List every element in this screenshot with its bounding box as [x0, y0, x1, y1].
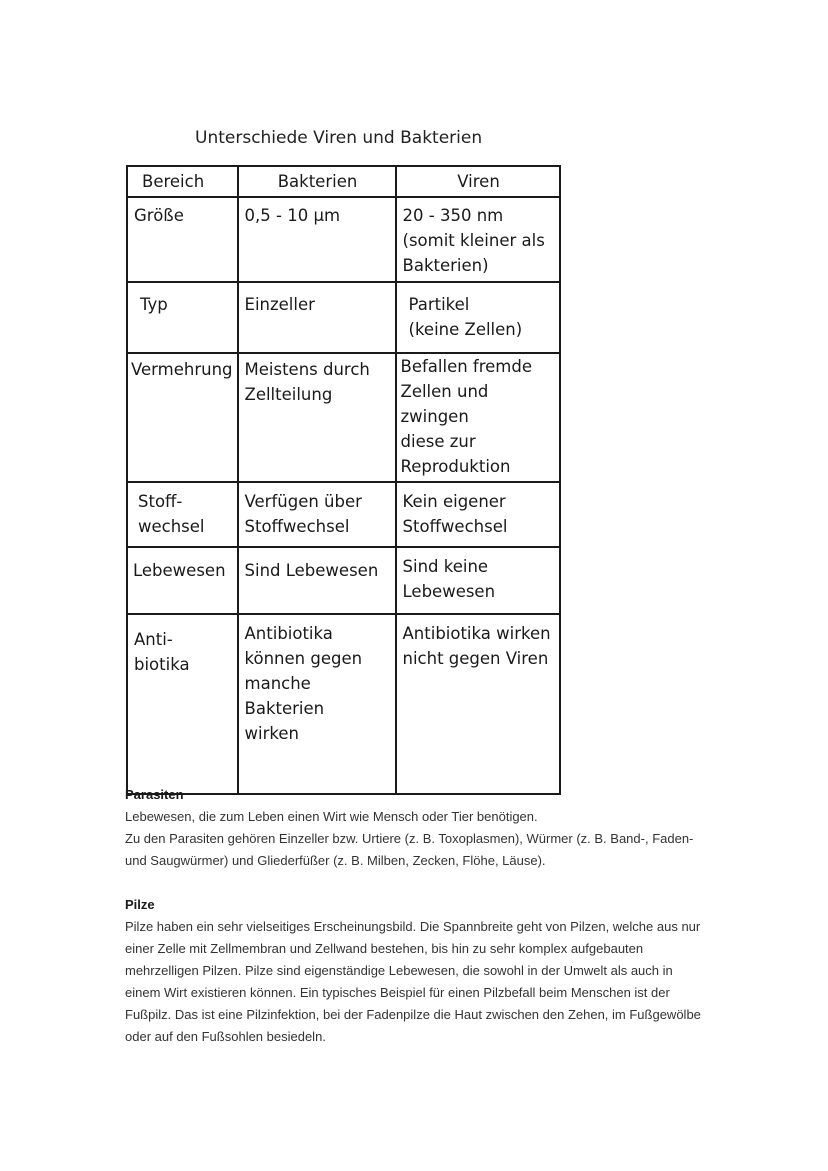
section-paragraph: Zu den Parasiten gehören Einzeller bzw. Urtiere (z. B. Toxoplasmen), Würmer (z. B. Band-, Faden- und Saugwürmer) und Gliederfüßer (z. B. Milben, Zecken, Flöhe, Läuse).	[125, 831, 694, 868]
table-cell: 0,5 - 10 µm	[238, 197, 396, 282]
header-cell-bakterien: Bakterien	[238, 166, 396, 197]
table-cell: Befallen fremde Zellen und zwingen diese zur Reproduktion	[396, 353, 560, 482]
table-cell: Anti- biotika	[127, 614, 238, 794]
table-row	[127, 197, 560, 282]
table-cell: Lebewesen	[127, 547, 238, 614]
table-cell: Kein eigener Stoffwechsel	[396, 482, 560, 547]
comparison-table	[126, 165, 561, 795]
table-cell: Größe	[127, 197, 238, 282]
table-cell: Partikel (keine Zellen)	[396, 282, 560, 353]
section-pilze	[125, 894, 705, 1048]
table-cell: Antibiotika können gegen manche Bakterien wirken	[238, 614, 396, 794]
table-row	[127, 547, 560, 614]
table-cell: 20 - 350 nm (somit kleiner als Bakterien)	[396, 197, 560, 282]
table-cell: Sind Lebewesen	[238, 547, 396, 614]
table-row	[127, 282, 560, 353]
table-cell: Stoff- wechsel	[127, 482, 238, 547]
section-paragraph: Pilze haben ein sehr vielseitiges Erscheinungsbild. Die Spannbreite geht von Pilzen, welche aus nur einer Zelle mit Zellmembran und Zellwand bestehen, bis hin zu sehr komplex aufgebauten mehrzelligen Pilzen. Pilze sind eigenständige Lebewesen, die sowohl in der Umwelt als auch in einem Wirt existieren können. Ein typisches Beispiel für einen Pilzbefall beim Menschen ist der Fußpilz. Das ist eine Pilzinfektion, bei der Fadenpilze die Haut zwischen den Zehen, im Fußgewölbe oder auf den Fußsohlen besiedeln.	[125, 919, 701, 1044]
table-cell: Verfügen über Stoffwechsel	[238, 482, 396, 547]
section-heading: Parasiten	[125, 787, 184, 802]
table-row	[127, 614, 560, 794]
table-row	[127, 482, 560, 547]
table-cell: Einzeller	[238, 282, 396, 353]
section-heading: Pilze	[125, 897, 155, 912]
header-cell-bereich: Bereich	[127, 166, 238, 197]
table-header-row	[127, 166, 560, 197]
section-paragraph: Lebewesen, die zum Leben einen Wirt wie Mensch oder Tier benötigen.	[125, 809, 538, 824]
table-cell: Sind keine Lebewesen	[396, 547, 560, 614]
table-cell: Vermehrung	[127, 353, 238, 482]
header-cell-viren: Viren	[396, 166, 560, 197]
section-parasiten	[125, 784, 705, 872]
table-cell: Meistens durch Zellteilung	[238, 353, 396, 482]
table-cell: Typ	[127, 282, 238, 353]
table-title: Unterschiede Viren und Bakterien	[195, 128, 483, 148]
table-cell: Antibiotika wirken nicht gegen Viren	[396, 614, 560, 794]
table-row	[127, 353, 560, 482]
